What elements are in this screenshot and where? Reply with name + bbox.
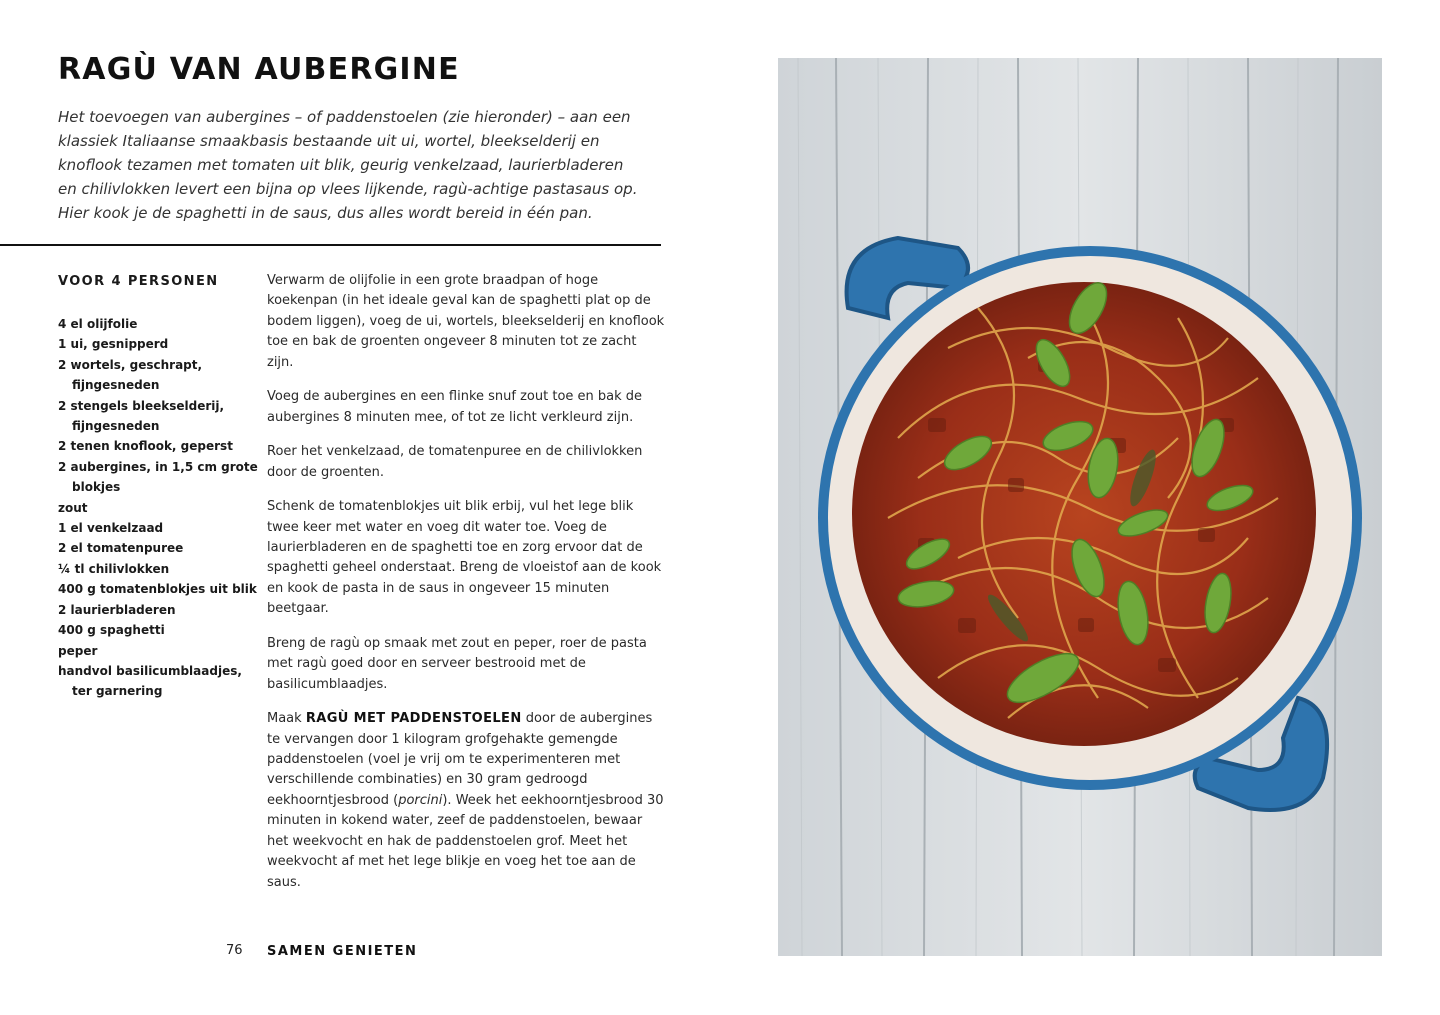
divider-rule (0, 244, 661, 246)
method-step: Breng de ragù op smaak met zout en peper, roer de pasta met ragù goed door en serveer bestrooid met de basilicumblaadjes. (267, 635, 647, 692)
dish-photo (778, 58, 1382, 956)
variation-prefix: Maak (267, 711, 302, 727)
ingredient-item: 1 el venkelzaad (58, 521, 164, 536)
method-steps (267, 271, 667, 907)
ingredient-item: 400 g tomatenblokjes uit blik (58, 582, 257, 597)
recipe-title: RAGÙ VAN AUBERGINE (58, 52, 460, 87)
servings-heading: VOOR 4 PERSONEN (58, 274, 219, 289)
method-step: Schenk de tomatenblokjes uit blik erbij, vul het lege blik twee keer met water en voeg dit water toe. Voeg de laurierbladeren en de spaghetti toe en zorg ervoor dat de spaghetti geheel onderstaat. Breng de vloeistof aan de kook en kook de pasta in de saus in ongeveer 15 minuten beetgaar. (267, 499, 662, 617)
ingredient-item: 2 laurierbladeren (58, 602, 176, 617)
ingredient-item: 2 stengels bleekselderij, fijngesneden (58, 398, 225, 434)
ingredient-item: 2 wortels, geschrapt, fijngesneden (58, 357, 203, 393)
ingredient-item: ¼ tl chilivlokken (58, 561, 170, 576)
method-step: Voeg de aubergines en een flinke snuf zout toe en bak de aubergines 8 minuten mee, of tot ze licht verkleurd zijn. (267, 389, 643, 425)
dish-photo-illustration (778, 58, 1382, 956)
ingredient-item: 2 aubergines, in 1,5 cm grote blokjes (58, 459, 258, 495)
variation-name: RAGÙ MET PADDENSTOELEN (305, 711, 522, 727)
ingredient-item: 2 el tomatenpuree (58, 541, 184, 556)
ingredient-item: 2 tenen knoflook, geperst (58, 439, 233, 454)
variation-text-1: door de aubergines te vervangen door 1 kilogram grofgehakte gemengde paddenstoelen (voel je vrij om te experimenteren met verschillende combinaties) en 30 gram gedroogd eekhoorntjesbrood ( (267, 711, 653, 808)
variation-note (267, 709, 667, 893)
section-title: SAMEN GENIETEN (267, 944, 418, 959)
ingredient-item: 4 el olijfolie (58, 317, 138, 331)
page-number: 76 (226, 943, 243, 958)
ingredient-item: peper (58, 643, 98, 658)
ingredient-item: zout (58, 500, 88, 515)
ingredient-item: 1 ui, gesnipperd (58, 337, 169, 352)
ingredient-list (58, 314, 258, 702)
method-step: Roer het venkelzaad, de tomatenpuree en de chilivlokken door de groenten. (267, 444, 643, 480)
method-step: Verwarm de olijfolie in een grote braadpan of hoge koekenpan (in het ideale geval kan de spaghetti plat op de bodem liggen), voeg de ui, wortels, bleekselderij en knoflook toe en bak de groenten ongeveer 8 minuten tot ze zacht zijn. (267, 273, 665, 370)
ingredient-item: 400 g spaghetti (58, 623, 165, 638)
ingredient-item: handvol basilicumblaadjes, ter garnering (58, 663, 242, 699)
recipe-intro: Het toevoegen van aubergines – of paddenstoelen (zie hieronder) – aan een klassiek Italiaanse smaakbasis bestaande uit ui, wortel, bleekselderij en knoflook tezamen met tomaten uit blik, geurig venkelzaad, laurierbladeren en chilivlokken levert een bijna op vlees lijkende, ragù-achtige pastasaus op. Hier kook je de spaghetti in de saus, dus alles wordt bereid in één pan. (58, 108, 638, 222)
variation-text-2: ). Week het eekhoorntjesbrood 30 minuten in kokend water, zeef de paddenstoelen, bewaar het weekvocht en hak de paddenstoelen grof. Meet het weekvocht af met het lege blikje en voeg het toe aan de saus. (267, 792, 664, 890)
variation-italic: porcini (398, 792, 443, 808)
